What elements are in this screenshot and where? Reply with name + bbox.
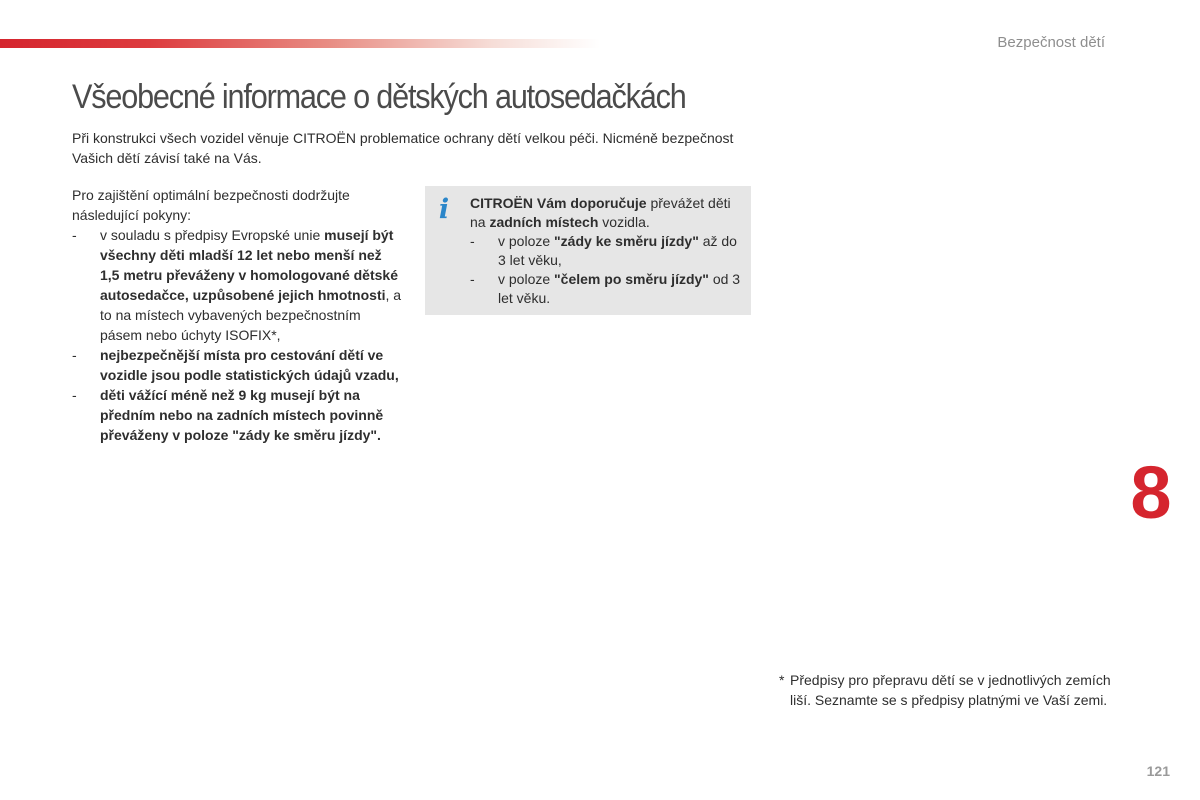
item-text: až do 3 let věku, (498, 233, 737, 268)
intro-paragraph: Při konstrukci všech vozidel věnuje CITROËN problematice ochrany dětí velkou péči. Nicméně bezpečnost Vašich dětí závisí také na Vás. (72, 130, 734, 166)
section-label: Bezpečnost dětí (997, 34, 1105, 51)
bullet-dash: - (470, 233, 475, 249)
chapter-number: 8 (1130, 451, 1172, 534)
bullet-dash: - (470, 271, 475, 287)
list-item (470, 270, 743, 308)
item-bold-text: "čelem po směru jízdy" (554, 271, 709, 287)
item-bold-text: "zády ke směru jízdy" (554, 233, 699, 249)
item-text: v souladu s předpisy Evropské unie (100, 227, 325, 243)
guidelines-lead: Pro zajištění optimální bezpečnosti dodržujte následující pokyny: (72, 187, 350, 223)
item-bold-text: děti vážící méně než 9 kg musejí být na předním nebo na zadních místech povinně převáženy v poloze "zády ke směru jízdy". (100, 387, 384, 443)
item-bold-text: musejí být všechny děti mladší 12 let nebo menší než 1,5 metru převáženy v homologované dětské autosedačce, uzpůsobené jejich hmotnosti (100, 227, 398, 303)
page-title: Všeobecné informace o dětských autosedačkách (72, 78, 686, 116)
item-text: od 3 let věku. (498, 271, 741, 306)
page-number: 121 (1146, 763, 1170, 779)
list-item (470, 232, 743, 270)
list-item (72, 385, 402, 445)
bullet-dash: - (72, 227, 77, 243)
header-accent-bar (0, 39, 600, 48)
recommendation-list (470, 232, 743, 308)
footnote-marker: * (779, 672, 785, 688)
item-text: v poloze (498, 233, 555, 249)
footnote (779, 670, 1119, 710)
bullet-dash: - (72, 347, 77, 363)
recommendation-box (425, 186, 751, 315)
info-icon: i (438, 194, 450, 225)
item-text: v poloze (498, 271, 555, 287)
list-item (72, 225, 402, 345)
recommendation-text: převážet děti na (470, 195, 731, 230)
recommendation-lead (470, 194, 743, 232)
guidelines-list (72, 225, 402, 445)
item-bold-text: nejbezpečnější místa pro cestování dětí ve vozidle jsou podle statistických údajů vzadu, (100, 347, 399, 383)
safety-guidelines (72, 185, 402, 445)
footnote-text: Předpisy pro přepravu dětí se v jednotlivých zemích liší. Seznamte se s předpisy platnými ve Vaší zemi. (790, 672, 1111, 708)
item-text: , a to na místech vybavených bezpečnostním pásem nebo úchyty ISOFIX*, (100, 287, 402, 343)
list-item (72, 345, 402, 385)
recommendation-text: vozidla. (598, 214, 650, 230)
bullet-dash: - (72, 387, 77, 403)
recommendation-bold: zadních místech (489, 214, 599, 230)
recommendation-bold: CITROËN Vám doporučuje (470, 195, 647, 211)
